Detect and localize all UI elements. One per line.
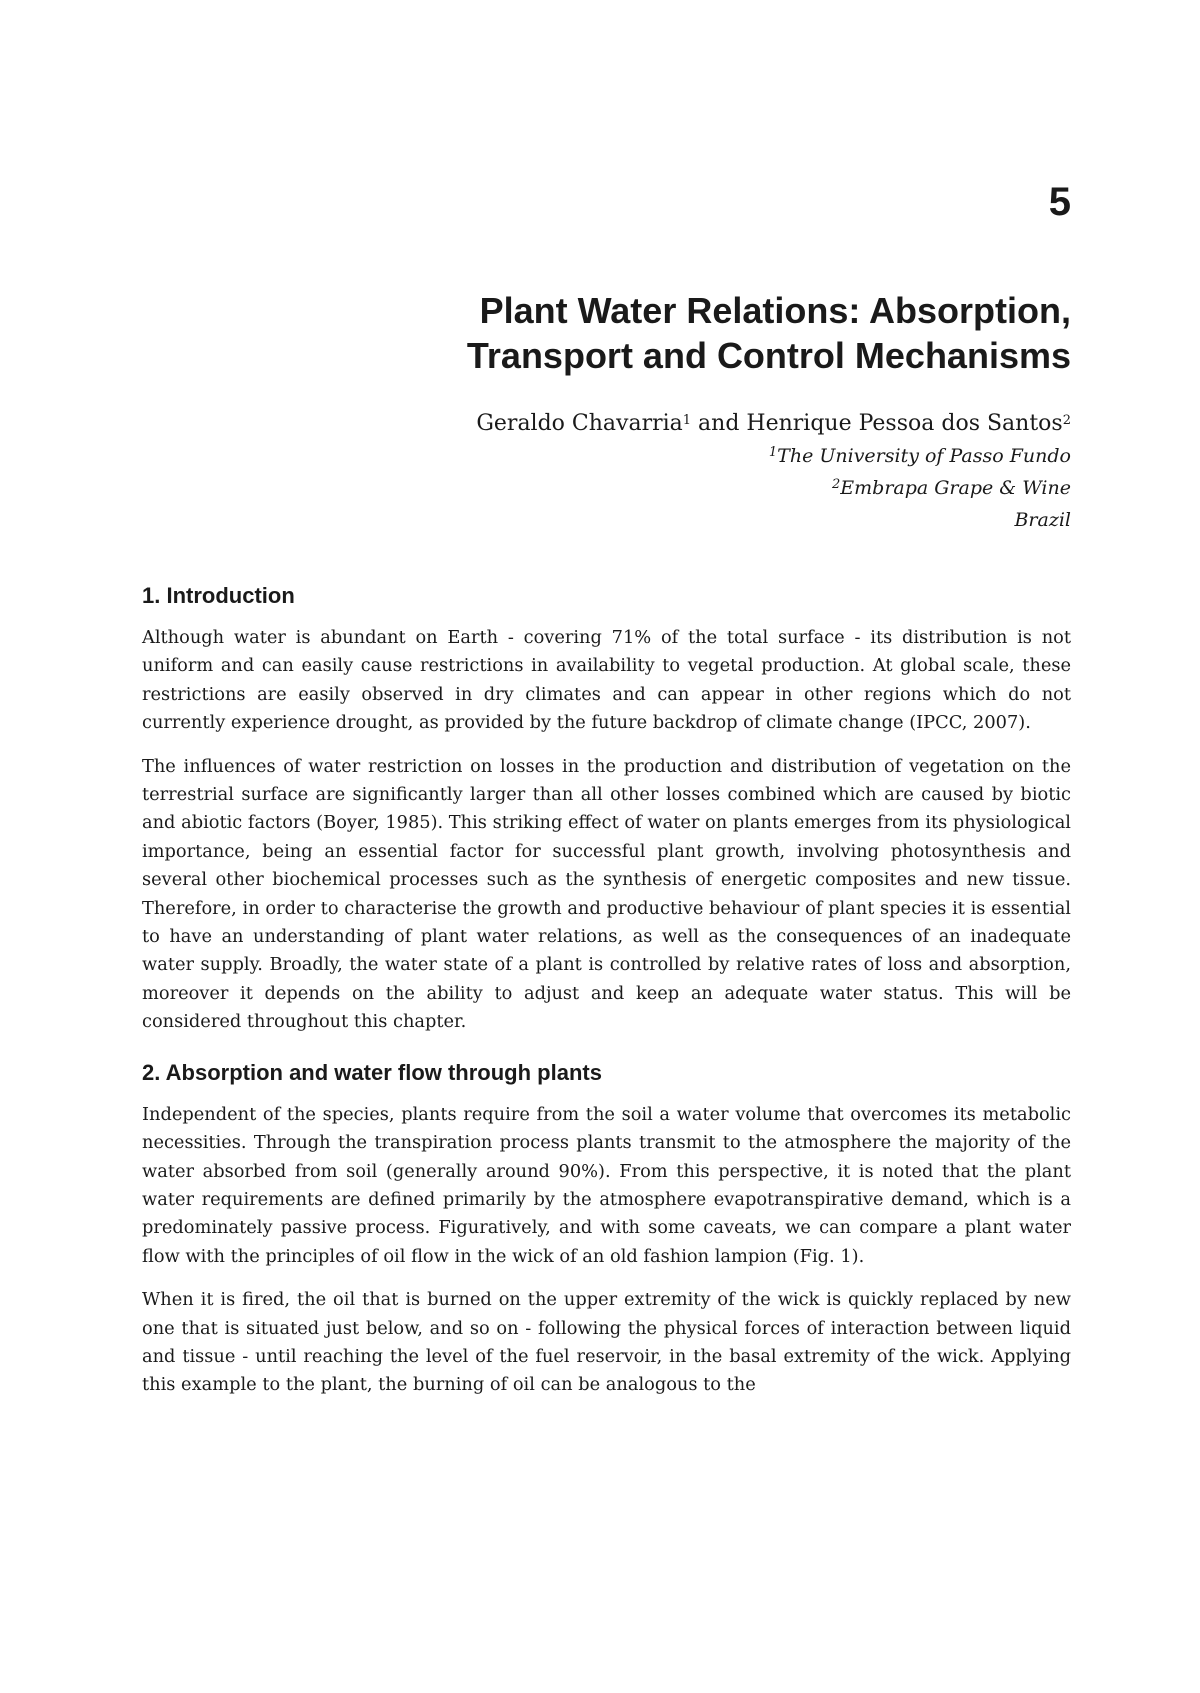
author-2-superscript: 2 xyxy=(1062,413,1071,428)
affiliation-country: Brazil xyxy=(1014,509,1071,531)
page xyxy=(142,0,1071,1693)
paragraph: Independent of the species, plants require from the soil a water volume that overcomes its metabolic necessities. Through the transpiration process plants transmit to the atmosphere the majority of the water absorbed from soil (generally around 90%). From this perspective, it is noted that the plant water requirements are defined primarily by the atmosphere evapotranspirative demand, which is a predominately passive process. Figuratively, and with some caveats, we can compare a plant water flow with the principles of oil flow in the wick of an old fashion lampion (Fig. 1). xyxy=(142,1103,1071,1267)
affiliation-1 xyxy=(476,440,1071,472)
paragraph: Although water is abundant on Earth - covering 71% of the total surface - its distribution is not uniform and can easily cause restrictions in availability to vegetal production. At global scale, these restrictions are easily observed in dry climates and can appear in other regions which do not currently experience drought, as provided by the future backdrop of climate change (IPCC, 2007). xyxy=(142,627,1071,734)
affiliation-1-text: The University of Passo Fundo xyxy=(777,445,1071,467)
section-heading-absorption: 2. Absorption and water flow through plants xyxy=(142,1059,602,1085)
affiliation-2 xyxy=(476,472,1071,504)
paragraph: The influences of water restriction on losses in the production and distribution of vegetation on the terrestrial surface are significantly larger than all other losses combined which are caused by biotic and abiotic factors (Boyer, 1985). This striking effect of water on plants emerges from its physiological importance, being an essential factor for successful plant growth, involving photosynthesis and several other biochemical processes such as the synthesis of energetic composites and new tissue. Therefore, in order to characterise the growth and productive behaviour of plant species it is essential to have an understanding of plant water relations, as well as the consequences of an inadequate water supply. Broadly, the water state of a plant is controlled by relative rates of loss and absorption, moreover it depends on the ability to adjust and keep an adequate water status. This will be considered throughout this chapter. xyxy=(142,755,1071,1033)
section-heading-introduction: 1. Introduction xyxy=(142,583,295,608)
author-1-name: Geraldo Chavarria xyxy=(476,411,683,436)
author-block xyxy=(476,408,1071,536)
chapter-title xyxy=(467,288,1071,378)
chapter-number: 5 xyxy=(1048,180,1071,224)
affiliation-1-superscript: 1 xyxy=(768,445,778,460)
author-connector: and xyxy=(691,411,747,436)
chapter-title-line-1: Plant Water Relations: Absorption, xyxy=(479,290,1071,331)
author-names xyxy=(476,408,1071,440)
chapter-title-line-2: Transport and Control Mechanisms xyxy=(466,335,1071,376)
affiliation-2-superscript: 2 xyxy=(831,477,841,492)
body-text xyxy=(142,582,1071,1415)
paragraph: When it is fired, the oil that is burned on the upper extremity of the wick is quickly replaced by new one that is situated just below, and so on - following the physical forces of interaction between liquid and tissue - until reaching the level of the fuel reservoir, in the basal extremity of the wick. Applying this example to the plant, the burning of oil can be analogous to the xyxy=(142,1289,1071,1396)
author-1-superscript: 1 xyxy=(682,413,692,428)
author-2-name: Henrique Pessoa dos Santos xyxy=(746,411,1063,436)
affiliation-2-text: Embrapa Grape & Wine xyxy=(840,477,1071,499)
